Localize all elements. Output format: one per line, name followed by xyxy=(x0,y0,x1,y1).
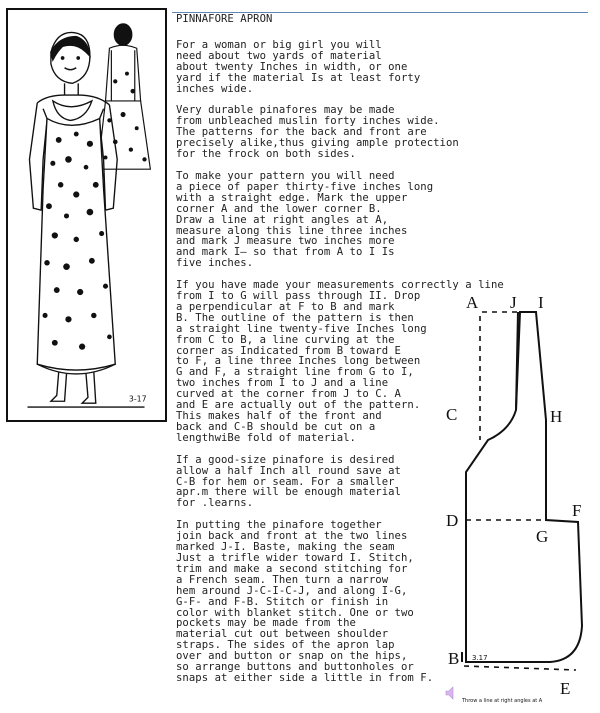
pattern-diagram xyxy=(440,290,595,705)
label-e: E xyxy=(560,679,571,698)
article-paragraph: Very durable pinafores may be made from unbleached muslin forty inches wide. The patterns for the back and front are precisely alike,thus giving ample protection for the frock on both sides. xyxy=(176,104,459,161)
label-j: J xyxy=(510,293,517,312)
label-f: F xyxy=(572,501,582,520)
illustration-signature: 3-17 xyxy=(128,394,147,404)
article-title: PINNAFORE APRON xyxy=(176,13,273,25)
label-b: B xyxy=(448,649,460,668)
label-d: D xyxy=(446,511,459,530)
label-c: C xyxy=(446,405,458,424)
label-a: A xyxy=(466,293,479,312)
speaker-icon[interactable] xyxy=(444,685,458,699)
article-paragraph: For a woman or big girl you will need about two yards of material about twenty Inches in width, or one yard if the material Is at least forty inches wide. xyxy=(176,38,421,95)
article-paragraph: If a good-size pinafore is desired allow a half Inch all round save at C-B for hem or seam. For a smaller apr.m there will be enough material for .learns. xyxy=(176,453,401,510)
pinafore-illustration xyxy=(6,8,167,422)
label-g: G xyxy=(536,527,549,546)
measurement-label: 3.17 xyxy=(472,654,488,662)
article-paragraph: In putting the pinafore together join back and front at the two lines marked J-I. Baste, making the seam Just a trifle wider toward I. Stitch, trim and make a second stitching for a French seam. Then turn a narrow hem around J-C-I-C-J, and along I-G, G-F- and F-B. Stitch or finish in color with blanket stitch. One or two pockets may be made from the material cut out between shoulder straps. The sides of the apron lap over and button or snap on the hips, so arrange buttons and buttonholes or snaps at either side a little in from F. xyxy=(176,519,434,684)
label-i: I xyxy=(538,293,544,312)
pattern-caption: Throw a line at right angles at A xyxy=(462,698,543,704)
article-paragraph: To make your pattern you will need a piece of paper thirty-five inches long with a straight edge. Mark the upper corner A and the lower corner B. Draw a line at right angles at A, measure along this line three inches and mark J measure two inches more and mark I— so that from A to I Is five inches. xyxy=(176,169,434,270)
label-h: H xyxy=(550,407,563,426)
article-paragraph: If you have made your measurements correctly a line from I to G will pass through II. Drop a perpendicular at F to B and mark B. The outline of the pattern is then a straight line twenty-five Inches long from C to B, a line curving at the corner as Indicated from B toward E to F, a line three Inches long between G and F, a straight line from G to I, two inches from I to J and a line curved at the corner from J to C. A and E are actually out of the pattern. This makes half of the front and back and C-B should be cut on a lengthwiBe fold of material. xyxy=(176,279,504,444)
